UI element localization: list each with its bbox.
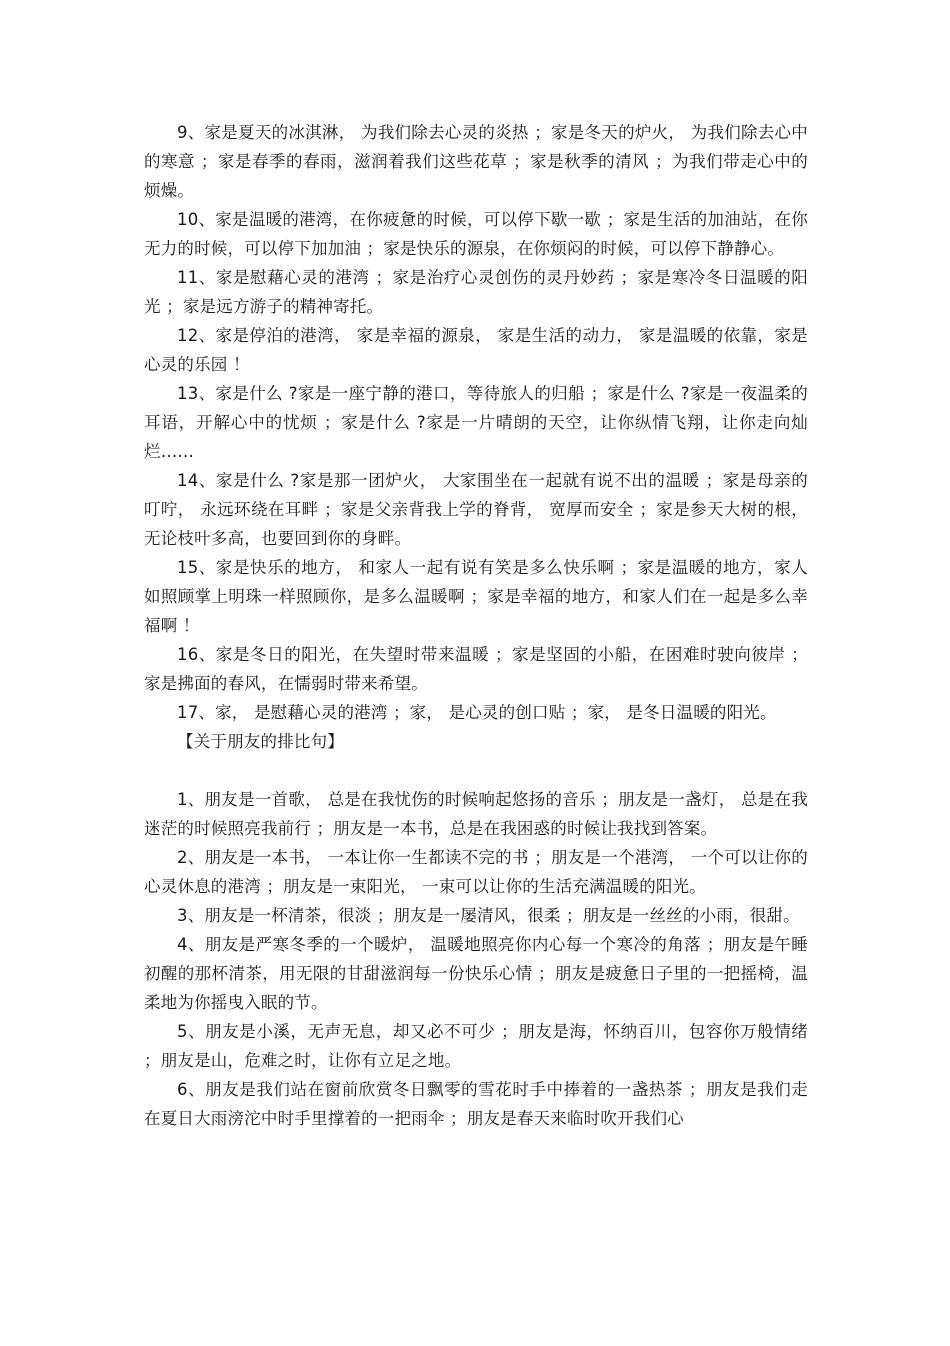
friend-section-heading: 【关于朋友的排比句】	[177, 732, 344, 751]
document-body	[144, 118, 808, 1133]
family-sentence-9: 9、家是夏天的冰淇淋， 为我们除去心灵的炎热 ；家是冬天的炉火， 为我们除去心中的寒意 ；家是春季的春雨，滋润着我们这些花草 ；家是秋季的清风 ；为我们带走心中的烦燥。	[144, 123, 808, 200]
family-sentence-16: 16、家是冬日的阳光，在失望时带来温暖 ；家是坚固的小船，在困难时驶向彼岸 ；家是拂面的春风，在懦弱时带来希望。	[144, 645, 808, 693]
family-sentence-17: 17、家， 是慰藉心灵的港湾 ；家， 是心灵的创口贴 ；家， 是冬日温暖的阳光。	[177, 703, 777, 722]
family-sentence-15: 15、家是快乐的地方， 和家人一起有说有笑是多么快乐啊 ；家是温暖的地方，家人如照顾掌上明珠一样照顾你，是多么温暖啊 ；家是幸福的地方，和家人们在一起是多么幸福啊 ！	[144, 558, 808, 635]
friend-sentence-5: 5、朋友是小溪，无声无息，却又必不可少 ；朋友是海，怀纳百川，包容你万般情绪 ；朋友是山，危难之时，让你有立足之地。	[144, 1022, 808, 1070]
family-sentence-14: 14、家是什么 ?家是那一团炉火， 大家围坐在一起就有说不出的温暖 ；家是母亲的叮咛， 永远环绕在耳畔 ；家是父亲背我上学的脊背， 宽厚而安全 ；家是参天大树的根，无论枝叶多高，也要回到你的身畔。	[144, 471, 808, 548]
family-sentence-11: 11、家是慰藉心灵的港湾 ；家是治疗心灵创伤的灵丹妙药 ；家是寒冷冬日温暖的阳光 ；家是远方游子的精神寄托。	[144, 268, 808, 316]
friend-sentence-2: 2、朋友是一本书， 一本让你一生都读不完的书 ；朋友是一个港湾， 一个可以让你的心灵休息的港湾 ；朋友是一束阳光， 一束可以让你的生活充满温暖的阳光。	[144, 848, 808, 896]
section-spacer	[144, 756, 808, 785]
family-sentence-13: 13、家是什么 ?家是一座宁静的港口，等待旅人的归船 ；家是什么 ?家是一夜温柔的耳语，开解心中的忧烦 ；家是什么 ?家是一片晴朗的天空，让你纵情飞翔，让你走向灿烂……	[144, 384, 808, 461]
friend-sentence-3: 3、朋友是一杯清茶，很淡 ；朋友是一屡清风，很柔 ；朋友是一丝丝的小雨，很甜。	[177, 906, 800, 925]
family-sentence-10: 10、家是温暖的港湾，在你疲惫的时候，可以停下歇一歇 ；家是生活的加油站，在你无力的时候，可以停下加加油 ；家是快乐的源泉，在你烦闷的时候，可以停下静静心。	[144, 210, 808, 258]
friend-sentence-4: 4、朋友是严寒冬季的一个暖炉， 温暖地照亮你内心每一个寒冷的角落 ；朋友是午睡初醒的那杯清茶，用无限的甘甜滋润每一份快乐心情 ；朋友是疲惫日子里的一把摇椅，温柔地为你摇曳入眠的节。	[144, 935, 808, 1012]
friend-sentence-1: 1、朋友是一首歌， 总是在我忧伤的时候响起悠扬的音乐 ；朋友是一盏灯， 总是在我迷茫的时候照亮我前行 ；朋友是一本书，总是在我困惑的时候让我找到答案。	[144, 790, 808, 838]
friend-sentence-6: 6、朋友是我们站在窗前欣赏冬日飘零的雪花时手中捧着的一盏热茶 ；朋友是我们走在夏日大雨滂沱中时手里撑着的一把雨伞 ；朋友是春天来临时吹开我们心	[144, 1080, 808, 1128]
family-sentence-12: 12、家是停泊的港湾， 家是幸福的源泉， 家是生活的动力， 家是温暖的依靠，家是心灵的乐园 ！	[144, 326, 808, 374]
